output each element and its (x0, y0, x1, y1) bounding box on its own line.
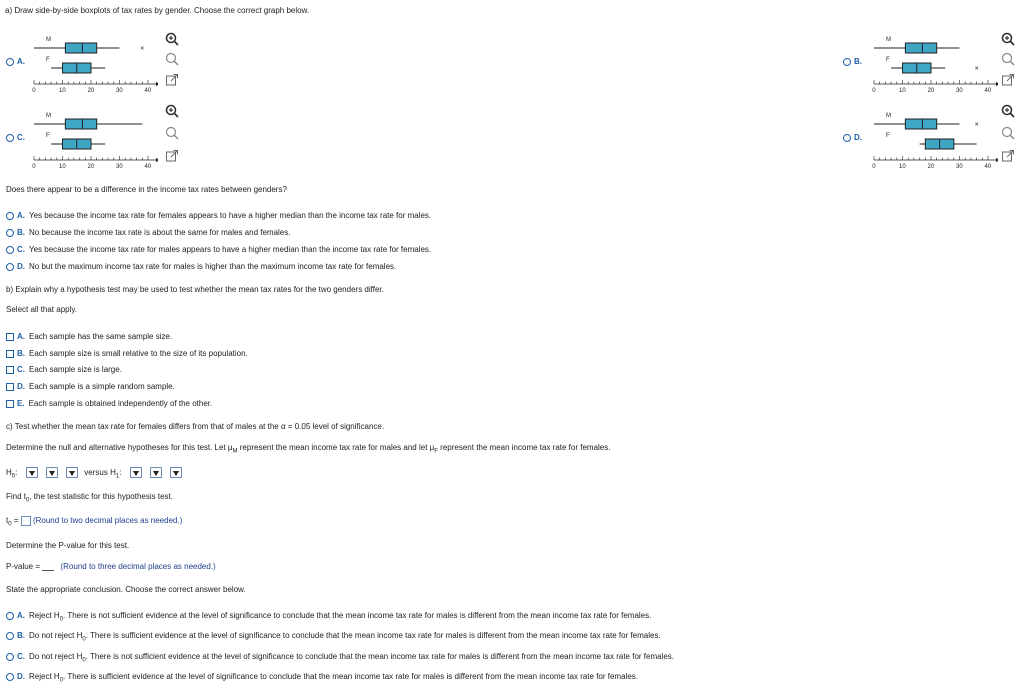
part-b-option-a[interactable] (6, 332, 172, 341)
tick-label: 30 (956, 88, 963, 94)
option-d-radio-group[interactable] (843, 133, 866, 142)
boxplot-svg (28, 36, 158, 96)
pvalue-label: P-value = (6, 562, 41, 571)
select-all-note: Select all that apply. (6, 305, 78, 314)
tick-label: 20 (87, 164, 95, 170)
zoom-in-icon[interactable] (1001, 32, 1015, 46)
tick-label: 20 (87, 88, 95, 94)
prompt-text: represent the mean income tax rate for males and let (239, 443, 428, 452)
alpha-value: α = 0.05 (280, 422, 311, 431)
hypothesis-prompt (6, 443, 610, 455)
axis-arrow (156, 82, 158, 86)
zoom-in-icon[interactable] (165, 104, 179, 118)
h0-param2-dropdown[interactable] (66, 467, 78, 478)
h-sub: 0 (11, 473, 16, 480)
h1-operator-dropdown[interactable] (150, 467, 162, 478)
tick-label: 0 (32, 88, 36, 94)
h0-param-dropdown[interactable] (26, 467, 38, 478)
category-label: F (46, 57, 50, 63)
option-a-radio-group[interactable] (6, 57, 29, 66)
tick-label: 20 (927, 164, 935, 170)
category-label: M (46, 113, 51, 119)
mu-f-symbol (429, 443, 438, 455)
checkbox[interactable] (6, 366, 14, 374)
tick-label: 40 (144, 164, 152, 170)
option-text: Each sample has the same sample size. (29, 332, 173, 341)
mu-sub: F (434, 448, 438, 455)
radio[interactable] (6, 212, 14, 220)
equals: = (13, 516, 19, 526)
tick-label: 30 (116, 164, 123, 170)
checkbox[interactable] (6, 350, 14, 358)
option-text: Each sample size is large. (29, 365, 122, 374)
t-statistic-row (6, 516, 182, 528)
conclusion-verb: Reject H (29, 672, 60, 681)
box (65, 43, 96, 53)
option-text: No but the maximum income tax rate for males is higher than the maximum income tax rate for females. (29, 262, 397, 271)
radio-d[interactable] (843, 134, 851, 142)
outlier-mark: × (974, 65, 979, 73)
radio-a[interactable] (6, 58, 14, 66)
outlier-mark: × (140, 45, 145, 53)
radio[interactable] (6, 229, 14, 237)
conclusion-option-b[interactable] (6, 631, 661, 643)
option-letter: C. (17, 365, 25, 374)
tick-label: 10 (59, 164, 66, 170)
hypotheses-row (6, 467, 182, 479)
option-text: Yes because the income tax rate for females appears to have a higher median than the income tax rate for males. (29, 211, 432, 220)
pvalue-input[interactable] (42, 562, 54, 571)
category-label: M (46, 37, 51, 43)
option-text: Each sample size is small relative to the size of its population. (29, 349, 248, 358)
boxplot-chart-b (868, 36, 998, 96)
radio[interactable] (6, 673, 14, 681)
tick-label: 10 (899, 88, 906, 94)
tick-label: 40 (984, 164, 992, 170)
h-sub: 0 (59, 616, 64, 623)
conclusion-option-a[interactable] (6, 611, 651, 623)
tick-label: 0 (872, 164, 876, 170)
option-letter: A. (17, 332, 25, 341)
difference-option-a[interactable] (6, 211, 431, 220)
find-t-prompt (6, 492, 173, 504)
conclusion-text: . There is not sufficient evidence at the level of significance to conclude that the mean income tax rate for males is different from the mean income tax rate for females. (85, 652, 675, 661)
t-sub: 0 (26, 497, 30, 504)
option-letter: D. (17, 262, 25, 271)
prompt-text: Determine the null and alternative hypotheses for this test. Let (6, 443, 226, 452)
part-b-question: b) Explain why a hypothesis test may be used to test whether the mean tax rates for the two genders differ. (6, 285, 384, 294)
option-letter: D. (17, 382, 25, 391)
category-label: F (46, 133, 50, 139)
t-statistic-input[interactable] (21, 516, 31, 526)
axis-arrow (996, 158, 998, 162)
popout-icon[interactable] (1001, 73, 1015, 87)
conclusion-prompt: State the appropriate conclusion. Choose the correct answer below. (6, 585, 246, 594)
option-letter: B. (17, 349, 25, 358)
option-letter: B. (17, 631, 25, 640)
versus-label (84, 467, 122, 480)
prompt-text-end: , the test statistic for this hypothesis test. (29, 492, 173, 501)
option-letter: B. (17, 228, 25, 237)
box (905, 43, 936, 53)
popout-icon[interactable] (165, 149, 179, 163)
difference-option-c[interactable] (6, 245, 431, 254)
option-b-radio-group[interactable] (843, 57, 866, 66)
axis-arrow (156, 158, 158, 162)
box (905, 119, 936, 129)
mu: μ (429, 443, 435, 452)
outlier-mark: × (974, 121, 979, 129)
tick-label: 10 (59, 88, 66, 94)
tick-label: 40 (984, 88, 992, 94)
tick-label: 20 (927, 88, 935, 94)
conclusion-option-c[interactable] (6, 652, 674, 664)
rounding-hint: (Round to two decimal places as needed.) (32, 516, 183, 526)
option-letter: D. (854, 133, 862, 142)
part-b-option-e[interactable] (6, 399, 212, 408)
checkbox[interactable] (6, 400, 14, 408)
radio[interactable] (6, 632, 14, 640)
boxplot-svg (868, 36, 998, 96)
option-text: Each sample is a simple random sample. (29, 382, 175, 391)
zoom-out-icon[interactable] (1001, 52, 1015, 66)
difference-option-b[interactable] (6, 228, 290, 237)
part-a-instruction: a) Draw side-by-side boxplots of tax rates by gender. Choose the correct graph below. (5, 6, 310, 15)
option-letter: D. (17, 672, 25, 681)
intro-text-end: level of significance. (312, 422, 385, 431)
option-letter: A. (17, 611, 25, 620)
pvalue-row (6, 562, 216, 571)
boxplot-chart-c (28, 112, 158, 172)
category-label: M (886, 113, 891, 119)
h-sub: 1 (115, 473, 120, 480)
zoom-out-icon[interactable] (165, 52, 179, 66)
option-text: Yes because the income tax rate for males appears to have a higher median than the income tax rate for females. (29, 245, 432, 254)
conclusion-text: . There is sufficient evidence at the level of significance to conclude that the mean income tax rate for males is different from the mean income tax rate for females. (85, 631, 661, 640)
part-b-option-b[interactable] (6, 349, 248, 358)
option-letter: C. (17, 245, 25, 254)
boxplot-svg (28, 112, 158, 172)
radio[interactable] (6, 246, 14, 254)
category-label: F (886, 57, 890, 63)
tick-label: 0 (872, 88, 876, 94)
colon: : (15, 467, 18, 477)
part-b-option-c[interactable] (6, 365, 122, 374)
h0-label (6, 467, 18, 480)
box (65, 119, 96, 129)
h-sub: 0 (82, 636, 86, 643)
option-letter: C. (17, 652, 25, 661)
option-c-radio-group[interactable] (6, 133, 29, 142)
intro-text: c) Test whether the mean tax rate for females differs from that of males at the (6, 422, 279, 431)
zoom-out-icon[interactable] (165, 126, 179, 140)
h-sub: 0 (59, 677, 64, 684)
category-label: M (886, 37, 891, 43)
h: H (6, 467, 12, 477)
t-sub: 0 (8, 521, 12, 528)
option-letter: A. (17, 57, 25, 66)
h-sub: 0 (82, 657, 86, 664)
option-letter: C. (17, 133, 25, 142)
checkbox[interactable] (6, 383, 14, 391)
versus-text: versus H (84, 467, 116, 477)
radio[interactable] (6, 263, 14, 271)
boxplot-chart-d (868, 112, 998, 172)
difference-question: Does there appear to be a difference in the income tax rates between genders? (6, 185, 287, 194)
part-c-intro (6, 422, 384, 431)
conclusion-text: . There is sufficient evidence at the level of significance to conclude that the mean income tax rate for males is different from the mean income tax rate for females. (63, 672, 638, 681)
conclusion-verb: Reject H (29, 611, 60, 620)
t-label: t (6, 516, 9, 526)
part-b-option-d[interactable] (6, 382, 175, 391)
conclusion-verb: Do not reject H (29, 631, 83, 640)
pvalue-prompt: Determine the P-value for this test. (6, 541, 130, 550)
tick-label: 0 (32, 164, 36, 170)
tick-label: 10 (899, 164, 906, 170)
option-text: No because the income tax rate is about the same for males and females. (29, 228, 291, 237)
option-letter: A. (17, 211, 25, 220)
rounding-hint: (Round to three decimal places as needed.) (60, 562, 216, 571)
category-label: F (886, 133, 890, 139)
option-letter: E. (17, 399, 25, 408)
option-letter: B. (854, 57, 862, 66)
radio-c[interactable] (6, 134, 14, 142)
tick-label: 40 (144, 88, 152, 94)
tick-label: 30 (116, 88, 123, 94)
boxplot-svg (868, 112, 998, 172)
checkbox[interactable] (6, 333, 14, 341)
mu: μ (227, 443, 233, 452)
h1-param2-dropdown[interactable] (170, 467, 182, 478)
tick-label: 30 (956, 164, 963, 170)
radio-b[interactable] (843, 58, 851, 66)
axis-arrow (996, 82, 998, 86)
zoom-in-icon[interactable] (1001, 104, 1015, 118)
zoom-out-icon[interactable] (1001, 126, 1015, 140)
h1-param-dropdown[interactable] (130, 467, 142, 478)
option-text: Each sample is obtained independently of the other. (28, 399, 213, 408)
popout-icon[interactable] (165, 73, 179, 87)
prompt-text: represent the mean income tax rate for females. (440, 443, 611, 452)
popout-icon[interactable] (1001, 149, 1015, 163)
prompt-text: Find t (6, 492, 27, 501)
difference-option-d[interactable] (6, 262, 396, 271)
mu-m-symbol (227, 443, 238, 455)
colon: : (119, 467, 122, 477)
conclusion-option-d[interactable] (6, 672, 638, 684)
conclusion-verb: Do not reject H (29, 652, 83, 661)
radio[interactable] (6, 653, 14, 661)
radio[interactable] (6, 612, 14, 620)
conclusion-text: . There is not sufficient evidence at the level of significance to conclude that the mean income tax rate for males is different from the mean income tax rate for females. (63, 611, 652, 620)
h0-operator-dropdown[interactable] (46, 467, 58, 478)
mu-sub: M (232, 448, 238, 455)
boxplot-chart-a (28, 36, 158, 96)
zoom-in-icon[interactable] (165, 32, 179, 46)
